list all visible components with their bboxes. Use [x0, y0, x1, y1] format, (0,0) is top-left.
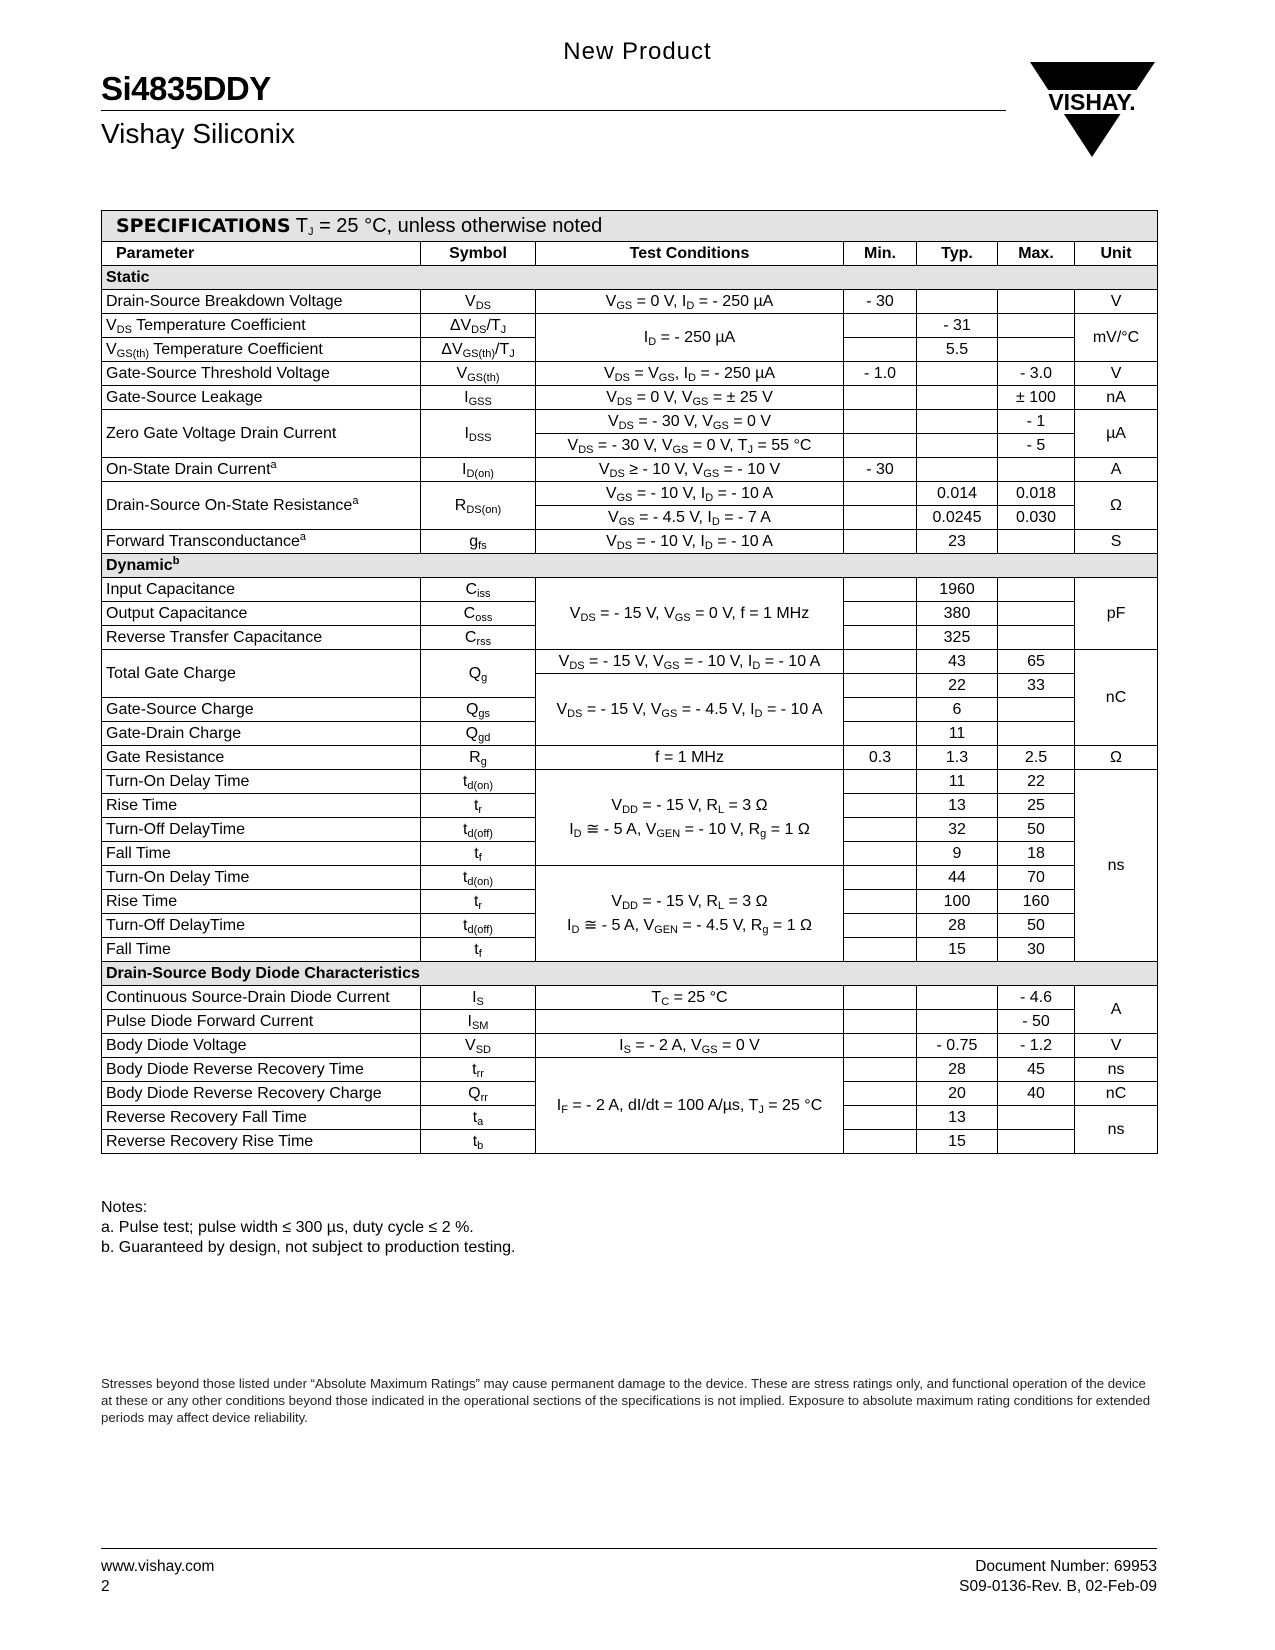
footer-left	[101, 1557, 214, 1597]
table-row: Body Diode Reverse Recovery Time $t_{rr}$ $I_F$ = - 2 A, dI/dt = 100 A/µs, $T_J = 25$ °C 28 45 ns	[102, 1058, 1158, 1082]
col-header-typ: Typ.	[917, 242, 998, 266]
table-title: SPECIFICATIONS $T_J = 25$ °C, unless otherwise noted	[102, 211, 1158, 242]
table-row: Fall Time $t_f$ 9 18	[102, 842, 1158, 866]
table-row: Fall Time $t_f$ 15 30	[102, 938, 1158, 962]
header-rule	[101, 110, 1006, 111]
table-row: Input Capacitance $C_{iss}$ $V_{DS}$ = - 15 V, $V_{GS} = 0$ V, f = 1 MHz 1960 pF	[102, 578, 1158, 602]
table-row: Reverse Recovery Fall Time $t_a$ 13 ns	[102, 1106, 1158, 1130]
table-row: Pulse Diode Forward Current $I_{SM}$ - 50	[102, 1010, 1158, 1034]
table-row: Total Gate Charge $Q_g$ $V_{DS}$ = - 15 V, $V_{GS}$ = - 10 V, $I_D$ = - 10 A 43 65 nC	[102, 650, 1158, 674]
table-title-row	[102, 211, 1158, 242]
table-row: $V_{GS}$ = - 4.5 V, $I_D$ = - 7 A 0.0245 0.030	[102, 506, 1158, 530]
table-row: Reverse Transfer Capacitance $C_{rss}$ 325	[102, 626, 1158, 650]
page-number: 2	[101, 1578, 110, 1595]
website-link[interactable]: www.vishay.com	[101, 1558, 215, 1575]
new-product-banner: New Product	[563, 38, 712, 65]
section-row-dynamic: Dynamic$^b$	[102, 554, 1158, 578]
footer-right	[959, 1557, 1157, 1597]
vishay-logo	[1030, 62, 1155, 162]
notes	[101, 1198, 516, 1258]
table-row: Drain-Source Breakdown Voltage $V_{DS}$ $V_{GS} = 0$ V, $I_D$ = - 250 µA - 30 V	[102, 290, 1158, 314]
company-name: Vishay Siliconix	[101, 118, 296, 149]
specifications-table	[101, 210, 1158, 1154]
table-row: Forward Transconductance$^a$ $g_{fs}$ $V_{DS}$ = - 10 V, $I_D$ = - 10 A 23 S	[102, 530, 1158, 554]
table-row: Continuous Source-Drain Diode Current $I_S$ $T_C = 25$ °C - 4.6 A	[102, 986, 1158, 1010]
table-row: Zero Gate Voltage Drain Current $I_{DSS}$ $V_{DS}$ = - 30 V, $V_{GS} = 0$ V - 1 µA	[102, 410, 1158, 434]
table-row: Rise Time $t_r$ 13 25	[102, 794, 1158, 818]
table-row: Output Capacitance $C_{oss}$ 380	[102, 602, 1158, 626]
section-row-body-diode: Drain-Source Body Diode Characteristics	[102, 962, 1158, 986]
col-header-test-conditions: Test Conditions	[536, 242, 844, 266]
table-row: Reverse Recovery Rise Time $t_b$ 15	[102, 1130, 1158, 1154]
table-row: Rise Time $t_r$ 100 160	[102, 890, 1158, 914]
col-header-max: Max.	[998, 242, 1075, 266]
table-row: $V_{GS(th)}$ Temperature Coefficient $\Delta V_{GS(th)}/T_J$ 5.5	[102, 338, 1158, 362]
column-header-row	[102, 242, 1158, 266]
table-row: Gate Resistance $R_g$ f = 1 MHz 0.3 1.3 2.5 Ω	[102, 746, 1158, 770]
col-header-min: Min.	[844, 242, 917, 266]
note-a: a. Pulse test; pulse width ≤ 300 µs, duty cycle ≤ 2 %.	[101, 1219, 474, 1236]
table-row: Body Diode Reverse Recovery Charge $Q_{rr}$ 20 40 nC	[102, 1082, 1158, 1106]
table-row: Turn-Off DelayTime $t_{d(off)}$ 28 50	[102, 914, 1158, 938]
footer-rule	[101, 1548, 1157, 1549]
table-row: Gate-Source Threshold Voltage $V_{GS(th)}$ $V_{DS} = V_{GS}$, $I_D$ = - 250 µA - 1.0 - 3.0 V	[102, 362, 1158, 386]
table-row: Gate-Source Leakage $I_{GSS}$ $V_{DS} = 0$ V, $V_{GS}$ = ± 25 V ± 100 nA	[102, 386, 1158, 410]
table-row: Turn-On Delay Time $t_{d(on)}$ $V_{DD}$ = - 15 V, $R_L = 3$ Ω $I_D$ ≅ - 5 A, $V_{GEN}$ = - 4.5 V, $R_g = 1$ Ω 44 70	[102, 866, 1158, 890]
table-row: $V_{DS}$ Temperature Coefficient $\Delta V_{DS}/T_J$ $I_D$ = - 250 µA - 31 mV/°C	[102, 314, 1158, 338]
col-header-parameter: Parameter	[102, 242, 421, 266]
part-number: Si4835DDY	[101, 70, 271, 107]
table-row: Gate-Source Charge $Q_{gs}$ 6	[102, 698, 1158, 722]
table-row: $V_{DS}$ = - 15 V, $V_{GS}$ = - 4.5 V, $I_D$ = - 10 A 22 33	[102, 674, 1158, 698]
table-row: Turn-Off DelayTime $t_{d(off)}$ 32 50	[102, 818, 1158, 842]
stress-disclaimer: Stresses beyond those listed under “Absolute Maximum Ratings” may cause permanent damage to the device. These are stress ratings only, and functional operation of the device at these or any other conditions beyond those indicated in the operational sections of the specifications is not implied. Exposure to absolute maximum rating conditions for extended periods may affect device reliability.	[101, 1376, 1151, 1425]
table-row: $V_{DS}$ = - 30 V, $V_{GS} = 0$ V, $T_J = 55$ °C - 5	[102, 434, 1158, 458]
note-b: b. Guaranteed by design, not subject to production testing.	[101, 1239, 516, 1256]
table-row: Drain-Source On-State Resistance$^a$ $R_{DS(on)}$ $V_{GS}$ = - 10 V, $I_D$ = - 10 A 0.014 0.018 Ω	[102, 482, 1158, 506]
notes-heading: Notes:	[101, 1199, 148, 1216]
revision: S09-0136-Rev. B, 02-Feb-09	[959, 1578, 1157, 1595]
col-header-symbol: Symbol	[421, 242, 536, 266]
document-number: Document Number: 69953	[975, 1558, 1157, 1575]
col-header-unit: Unit	[1075, 242, 1158, 266]
table-row: Body Diode Voltage $V_{SD}$ $I_S$ = - 2 A, $V_{GS} = 0$ V - 0.75 - 1.2 V	[102, 1034, 1158, 1058]
table-row: On-State Drain Current$^a$ $I_{D(on)}$ $V_{DS}$ ≥ - 10 V, $V_{GS}$ = - 10 V - 30 A	[102, 458, 1158, 482]
table-row: Turn-On Delay Time $t_{d(on)}$ $V_{DD}$ = - 15 V, $R_L = 3$ Ω $I_D$ ≅ - 5 A, $V_{GEN}$ = - 10 V, $R_g = 1$ Ω 11 22 ns	[102, 770, 1158, 794]
logo-text: VISHAY.	[1048, 89, 1136, 115]
section-row-static: Static	[102, 266, 1158, 290]
table-row: Gate-Drain Charge $Q_{gd}$ 11	[102, 722, 1158, 746]
